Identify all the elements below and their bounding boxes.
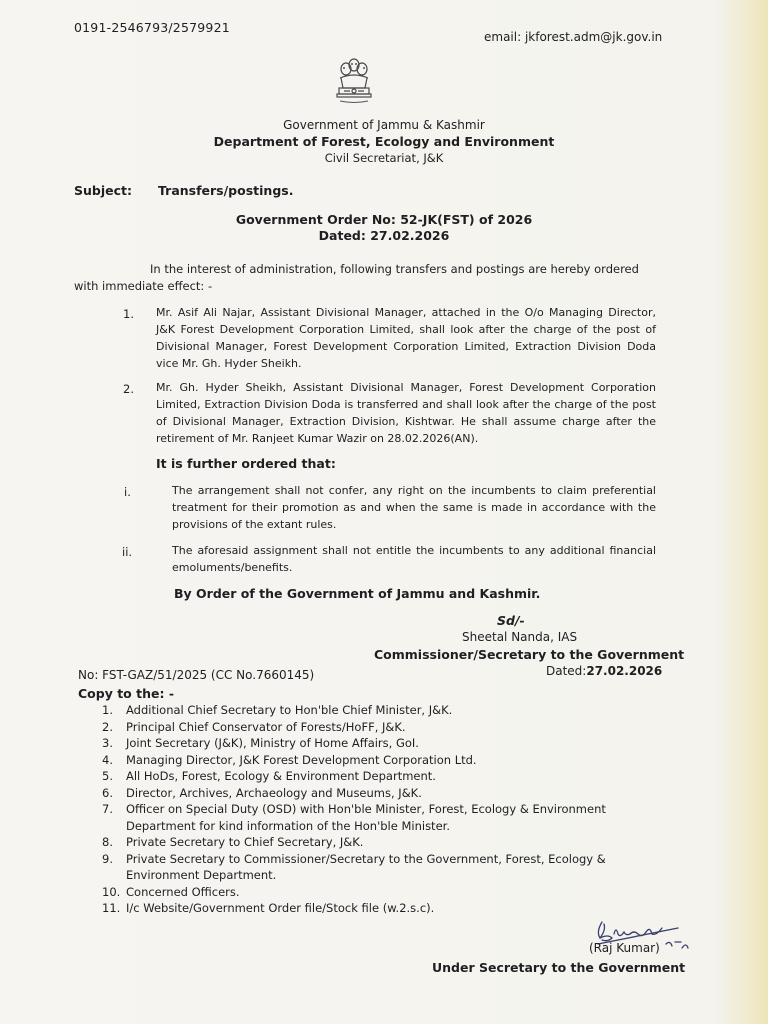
under-secretary-title: Under Secretary to the Government (432, 960, 686, 975)
list-item: 2. Principal Chief Conservator of Forests/HoFF, J&K. (102, 719, 406, 734)
national-emblem-icon (326, 52, 382, 108)
under-secretary-name: (Raj Kumar) (589, 941, 660, 955)
clause-text: The arrangement shall not confer, any right on the incumbents to claim preferential treatment for their promotion as and when the same is made in accordance with the provisions of the extant rules. (172, 484, 656, 531)
list-item: 1. Additional Chief Secretary to Hon'ble Chief Minister, J&K. (102, 703, 453, 717)
list-item: 5. All HoDs, Forest, Ecology & Environment Department. (102, 769, 436, 783)
clause-text: The aforesaid assignment shall not entitle the incumbents to any additional financial emoluments/benefits. (172, 544, 656, 574)
order-item-text: Mr. Asif Ali Najar, Assistant Divisional Manager, attached in the O/o Managing Director, J&K Forest Development Corporation Limited, shall look after the charge of the post of Divisional Manager, Forest Development Corporation Limited, Extraction Division Doda vice Mr. Gh. Hyder Sheikh. (156, 306, 656, 370)
list-item: 9. Private Secretary to Commissioner/Secretary to the Government, Forest, Ecology & Environment Department. (102, 851, 606, 882)
phone-number: 0191-2546793/2579921 (74, 20, 230, 35)
signed-mark: Sd/- (497, 613, 525, 628)
signer-title: Commissioner/Secretary to the Government (374, 647, 685, 662)
list-item: 7. Officer on Special Duty (OSD) with Hon'ble Minister, Forest, Ecology & Environment Department for kind information of the Hon'ble Minister. (102, 802, 606, 833)
office-address: Civil Secretariat, J&K (324, 151, 444, 165)
copy-list (102, 702, 622, 917)
signature-date (546, 664, 662, 678)
signature-date-value: 27.02.2026 (586, 664, 663, 678)
list-item: 10. Concerned Officers. (102, 884, 240, 899)
reference-number: No: FST-GAZ/51/2025 (CC No.7660145) (78, 668, 315, 682)
subject-label: Subject: (74, 183, 132, 198)
clause-number: i. (124, 485, 131, 499)
list-item: 4. Managing Director, J&K Forest Development Corporation Ltd. (102, 752, 477, 767)
further-ordered-heading: It is further ordered that: (156, 456, 336, 471)
subject-text: Transfers/postings. (158, 183, 294, 198)
department-name: Department of Forest, Ecology and Environment (213, 134, 555, 149)
list-item: 3. Joint Secretary (J&K), Ministry of Home Affairs, GoI. (102, 736, 419, 750)
copy-to-heading: Copy to the: - (78, 686, 175, 701)
order-item-text: Mr. Gh. Hyder Sheikh, Assistant Divisional Manager, Forest Development Corporation Limited, Extraction Division Doda is transferred and shall look after the charge of the post of Divisional Manager, Extraction Division, Kishtwar. He shall assume charge after the retirement of Mr. Ranjeet Kumar Wazir on 28.02.2026(AN). (156, 381, 656, 445)
government-name: Government of Jammu & Kashmir (283, 118, 485, 132)
list-item: 11. I/c Website/Government Order file/Stock file (w.2.s.c). (102, 901, 435, 915)
list-item: 6. Director, Archives, Archaeology and Museums, J&K. (102, 785, 422, 800)
signature-date-label: Dated: (546, 664, 587, 678)
by-order-line: By Order of the Government of Jammu and Kashmir. (174, 586, 541, 601)
order-number: Government Order No: 52-JK(FST) of 2026 (235, 212, 533, 227)
signer-name: Sheetal Nanda, IAS (462, 630, 578, 644)
intro-paragraph: In the interest of administration, following transfers and postings are hereby ordered with immediate effect: - (74, 262, 639, 293)
email-address: email: jkforest.adm@jk.gov.in (484, 30, 663, 44)
list-item: 8. Private Secretary to Chief Secretary, J&K. (102, 835, 364, 849)
item-number: 1. (123, 307, 134, 321)
clause-number: ii. (122, 545, 133, 559)
order-date: Dated: 27.02.2026 (318, 228, 450, 243)
item-number: 2. (123, 382, 134, 396)
